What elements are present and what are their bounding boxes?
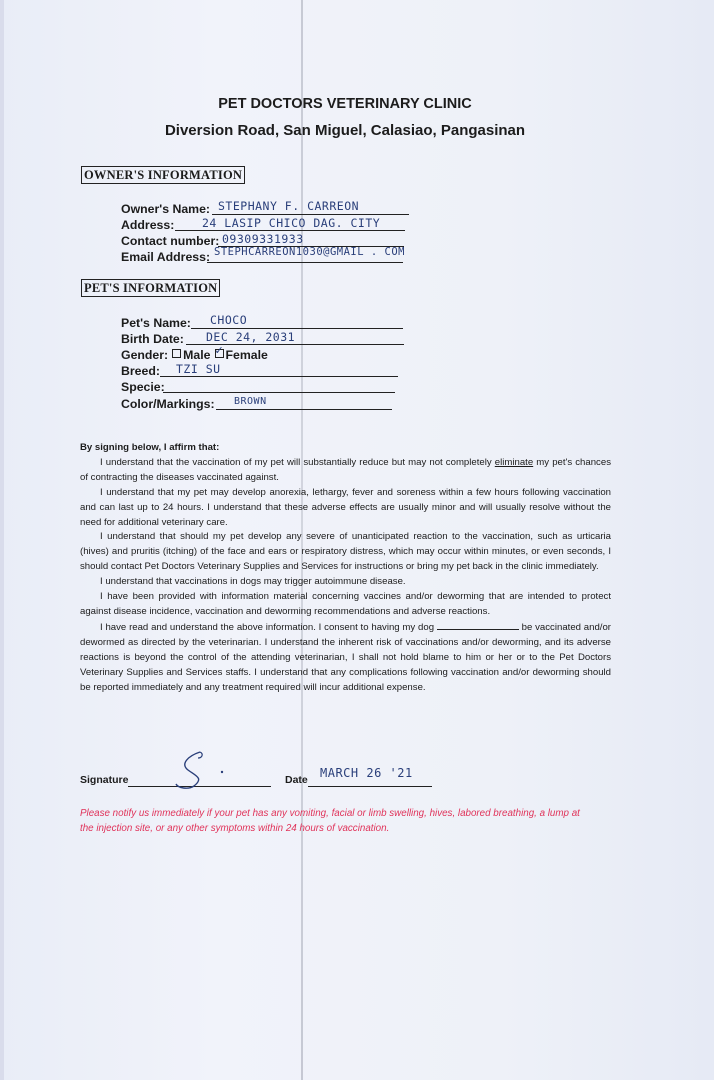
birth-date-label: Birth Date: — [121, 332, 184, 346]
affirmation-heading: By signing below, I affirm that: — [80, 442, 220, 453]
gender-row — [121, 345, 268, 362]
color-markings-label: Color/Markings: — [121, 397, 215, 411]
affirmation-paragraph-2: I understand that my pet may develop anorexia, lethargy, fever and soreness within a few hours following vaccination and can last up to 24 hours. I understand that these adverse effects are usually minor and will usually resolve without the need for additional veterinary care. — [80, 486, 611, 528]
breed-label: Breed: — [121, 364, 160, 378]
handwritten-signature — [170, 748, 250, 792]
affirmation-paragraph-3: I understand that should my pet develop any severe of unanticipated reaction to the vaccination, such as urticaria (hives) and pruritis (itching) of the face and ears or respiratory distress, which may occur within minutes, or even seconds, I should contact Pet Doctors Veterinary Supplies and Services for instructions or bring my pet back in the clinic immediately. — [80, 531, 611, 573]
notice-text: Please notify us immediately if your pet has any vomiting, facial or limb swelling, hives, labored breathing, a lump at the injection site, or any other symptoms within 24 hours of vaccination. — [80, 808, 580, 834]
dog-name-blank — [437, 620, 519, 630]
gender-male-checkbox[interactable] — [172, 349, 181, 358]
clinic-address: Diversion Road, San Miguel, Calasiao, Pangasinan — [164, 122, 526, 139]
breed-value: TZI SU — [176, 362, 221, 376]
p6-text: I have read and understand the above information. I consent to having my dog — [100, 621, 435, 633]
birth-date-value: DEC 24, 2031 — [206, 330, 296, 344]
pet-name-line — [191, 328, 403, 329]
pet-section-title: PET'S INFORMATION — [81, 279, 220, 297]
owner-name-value: STEPHANY F. CARREON — [218, 199, 360, 213]
contact-number-label: Contact number: — [121, 234, 220, 248]
gender-female-label: Female — [225, 348, 268, 362]
p1-underlined: eliminate — [494, 456, 534, 468]
contact-number-value: 09309331933 — [222, 232, 304, 246]
owner-address-line — [175, 230, 405, 231]
email-value: STEPHCARREON1030@GMAIL . COM — [214, 246, 406, 258]
date-value: MARCH 26 '21 — [320, 766, 413, 780]
signature-label: Signature — [80, 774, 129, 786]
email-line — [207, 262, 403, 263]
owner-address-value: 24 LASIP CHICO DAG. CITY — [202, 216, 381, 230]
affirmation-paragraph-1 — [80, 456, 611, 486]
owner-address-label: Address: — [121, 218, 175, 232]
date-label: Date — [285, 774, 308, 786]
color-markings-line — [216, 409, 392, 410]
specie-label: Specie: — [121, 380, 165, 394]
check-mark-icon: ✓ — [214, 345, 224, 357]
breed-line — [160, 376, 398, 377]
affirmation-text — [80, 441, 611, 695]
specie-line — [163, 392, 395, 393]
clinic-name: PET DOCTORS VETERINARY CLINIC — [218, 96, 472, 112]
date-line — [308, 786, 432, 787]
owner-name-line — [212, 214, 409, 215]
owner-section-title: OWNER'S INFORMATION — [81, 166, 245, 184]
owner-name-label: Owner's Name: — [121, 202, 211, 216]
affirmation-paragraph-4: I understand that vaccinations in dogs may trigger autoimmune disease. — [100, 576, 406, 588]
gender-label: Gender: — [121, 348, 169, 362]
paper-edge — [0, 0, 4, 1080]
p6-text-end: be vaccinated and/or dewormed as directed by the veterinarian. I understand the inherent risk of vaccinations and/or deworming, and its adverse reactions is beyond the control of the attending veterinarian, I shall not hold blame to him or her or to the Pet Doctors Veterinary Supplies and Services staffs. I understand that any complications following vaccination and/or deworming should be reported immediately and any treatment required will incur additional expense. — [80, 621, 611, 693]
p1-text: I understand that the vaccination of my pet will substantially reduce but may not completely — [100, 456, 492, 468]
color-markings-value: BROWN — [234, 396, 267, 407]
affirmation-paragraph-5: I have been provided with information material concerning vaccines and/or deworming that are intended to protect against disease incidence, vaccination and deworming recommendations and adverse reactions. — [80, 591, 611, 617]
pet-name-label: Pet's Name: — [121, 316, 191, 330]
gender-female-checkbox[interactable] — [214, 345, 224, 358]
affirmation-paragraph-6 — [80, 620, 611, 696]
p1-text-end: my pet's chances of contracting the diseases vaccinated against. — [80, 456, 611, 483]
email-label: Email Address: — [121, 250, 211, 264]
gender-male-label: Male — [183, 348, 211, 362]
pet-name-value: CHOCO — [210, 313, 248, 327]
